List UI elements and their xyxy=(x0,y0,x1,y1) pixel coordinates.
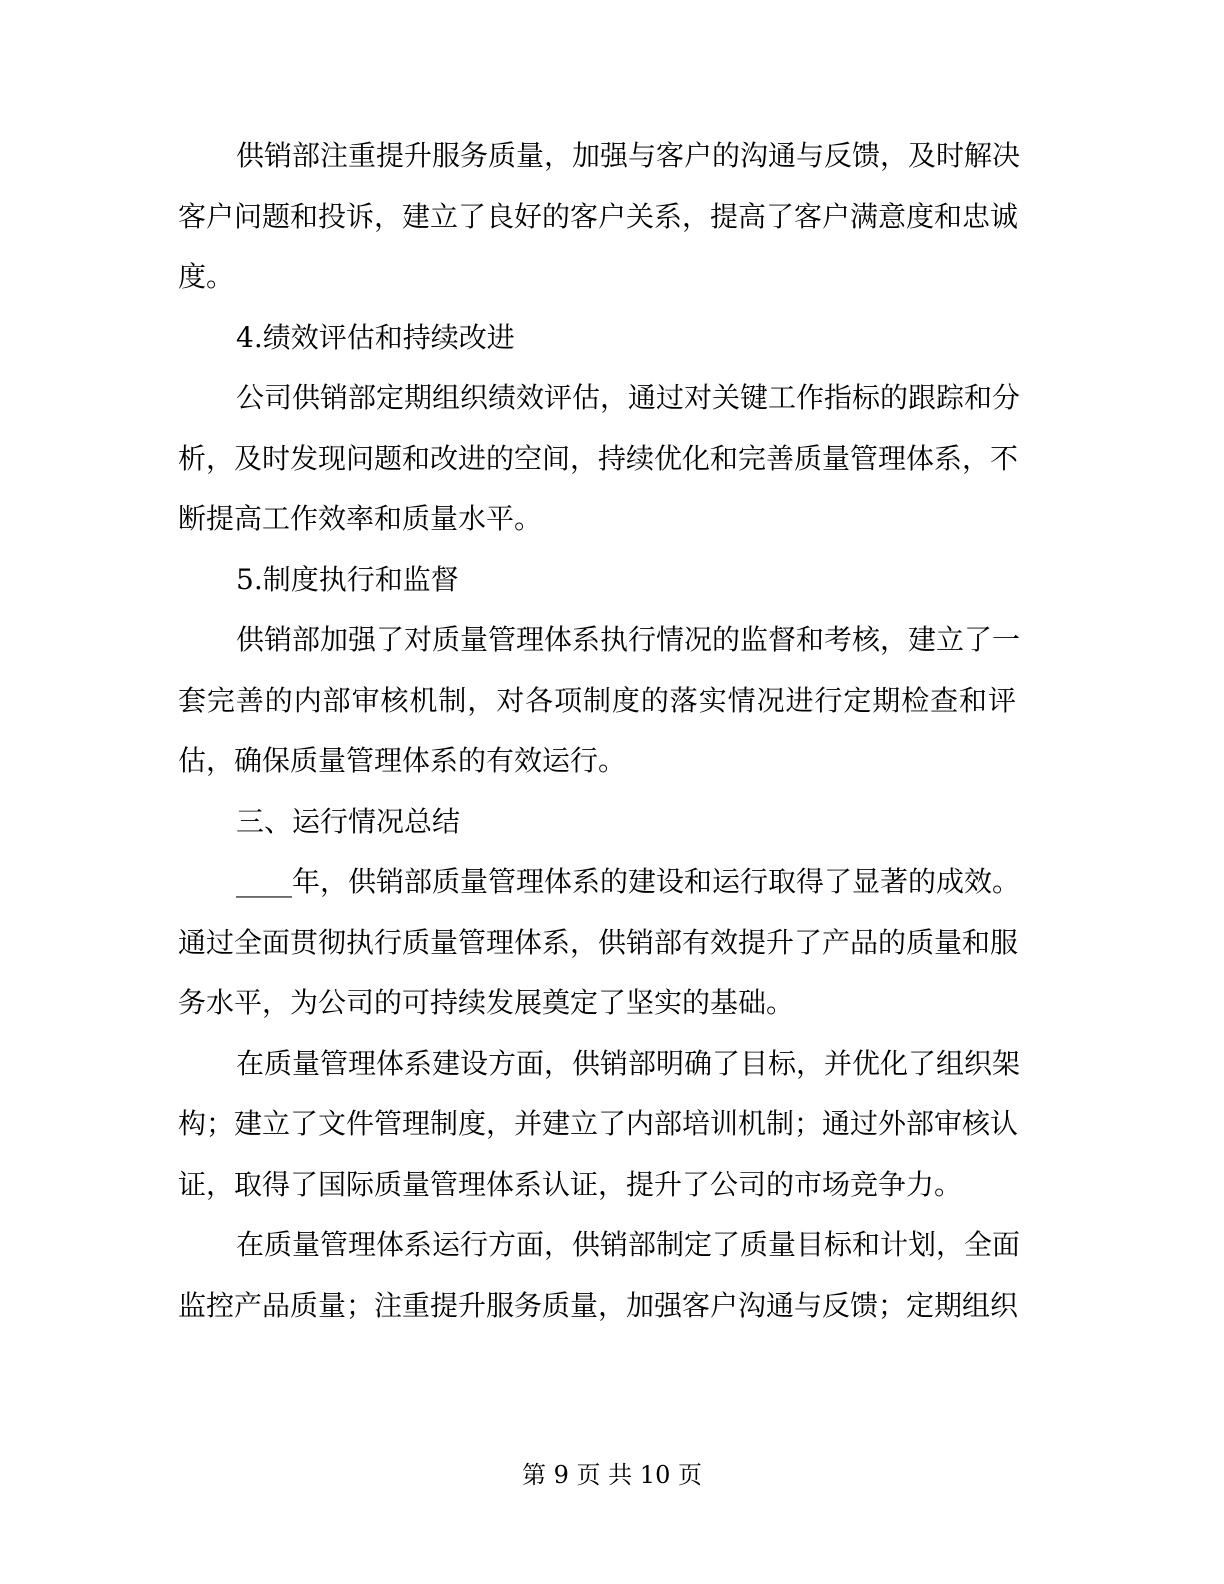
text-line: 供销部加强了对质量管理体系执行情况的监督和考核，建立了一 xyxy=(236,623,1021,656)
text-line: 监控产品质量；注重提升服务质量，加强客户沟通与反馈；定期组织 xyxy=(178,1288,1019,1322)
text-line: 构；建立了文件管理制度，并建立了内部培训机制；通过外部审核认 xyxy=(178,1107,1019,1140)
section-heading: 5.制度执行和监督 xyxy=(236,562,459,596)
text-line: 估，确保质量管理体系的有效运行。 xyxy=(178,744,627,777)
text-line: 在质量管理体系建设方面，供销部明确了目标，并优化了组织架 xyxy=(236,1046,1021,1080)
text-line: 供销部注重提升服务质量，加强与客户的沟通与反馈，及时解决 xyxy=(236,139,1021,172)
text-line: ____年，供销部质量管理体系的建设和运行取得了显著的成效。 xyxy=(236,865,1021,898)
text-line: 套完善的内部审核机制，对各项制度的落实情况进行定期检查和评 xyxy=(178,683,1016,717)
text-line: 度。 xyxy=(178,260,235,293)
document-body xyxy=(178,126,1021,1336)
page-number-footer: 第 9 页 共 10 页 xyxy=(522,1461,702,1489)
text-line: 公司供销部定期组织绩效评估，通过对关键工作指标的跟踪和分 xyxy=(236,381,1021,414)
text-line: 析，及时发现问题和改进的空间，持续优化和完善质量管理体系，不 xyxy=(178,441,1019,475)
section-heading: 4.绩效评估和持续改进 xyxy=(236,320,515,354)
text-line: 客户问题和投诉，建立了良好的客户关系，提高了客户满意度和忠诚 xyxy=(178,199,1019,233)
text-line: 证，取得了国际质量管理体系认证，提升了公司的市场竞争力。 xyxy=(178,1167,963,1201)
text-line: 在质量管理体系运行方面，供销部制定了质量目标和计划，全面 xyxy=(236,1228,1021,1261)
text-line: 通过全面贯彻执行质量管理体系，供销部有效提升了产品的质量和服 xyxy=(178,925,1019,959)
section-heading: 三、运行情况总结 xyxy=(236,804,461,838)
text-line: 断提高工作效率和质量水平。 xyxy=(178,502,543,535)
text-line: 务水平，为公司的可持续发展奠定了坚实的基础。 xyxy=(178,986,795,1019)
